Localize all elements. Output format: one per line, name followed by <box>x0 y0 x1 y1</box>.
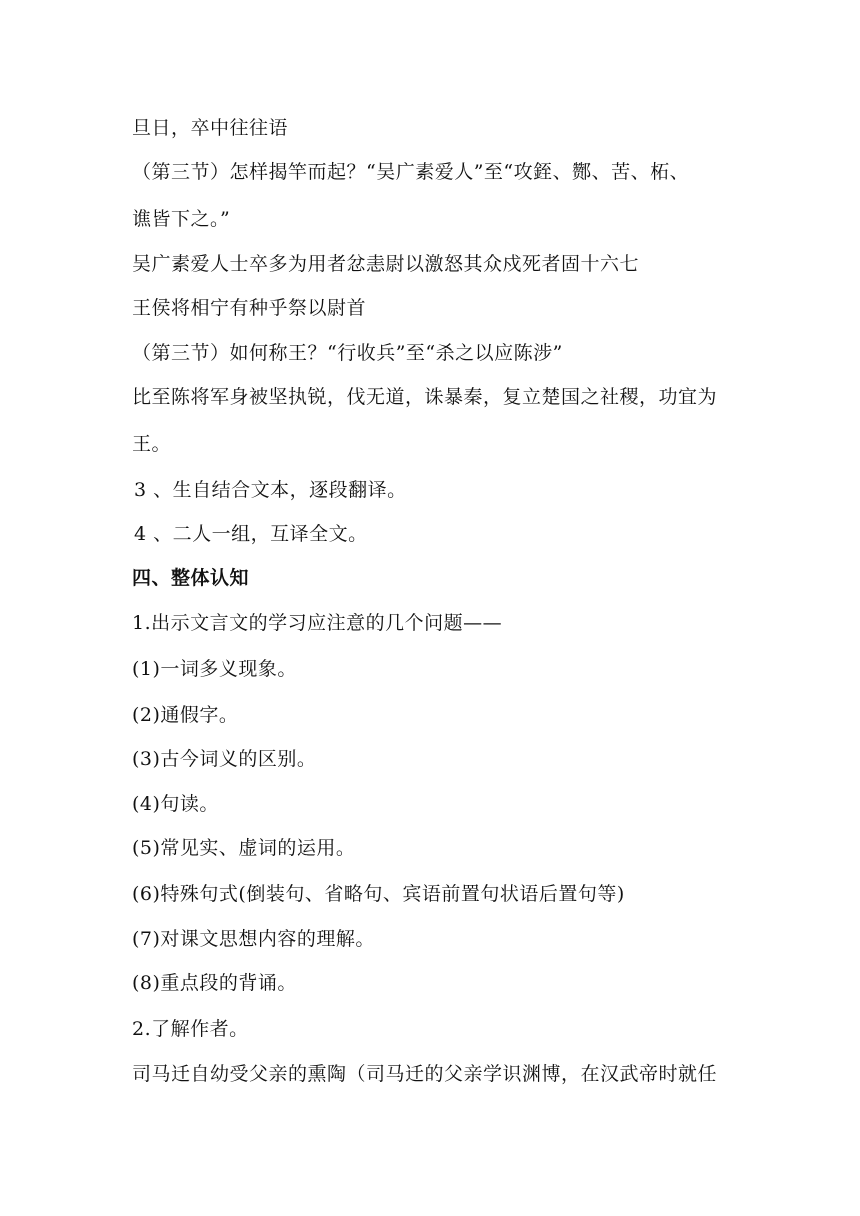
text-line-12: 1.出示文言文的学习应注意的几个问题—— <box>132 612 503 634</box>
text-line-13: (1)一词多义现象。 <box>132 658 297 680</box>
text-line-19: (7)对课文思想内容的理解。 <box>132 928 375 950</box>
text-line-22: 司马迁自幼受父亲的熏陶（司马迁的父亲学识渊博，在汉武帝时就任 <box>132 1063 718 1085</box>
section-heading: 四、整体认知 <box>132 567 250 589</box>
text-line-3: 谯皆下之。” <box>132 208 231 230</box>
text-line-21: 2.了解作者。 <box>132 1018 249 1040</box>
text-line-1: 旦日，卒中往往语 <box>132 117 289 139</box>
text-line-10: 4 、二人一组，互译全文。 <box>134 523 368 545</box>
text-line-2: （第三节）怎样揭竿而起？“吴广素爱人”至“攻銍、酂、苦、柘、 <box>132 161 690 183</box>
text-line-20: (8)重点段的背诵。 <box>132 972 297 994</box>
text-line-15: (3)古今词义的区别。 <box>132 748 317 770</box>
text-line-6: （第三节）如何称王？“行收兵”至“杀之以应陈涉” <box>132 342 563 364</box>
text-line-4: 吴广素爱人士卒多为用者忿恚尉以激怒其众戍死者固十六七 <box>132 253 640 275</box>
text-line-14: (2)通假字。 <box>132 704 239 726</box>
text-line-18: (6)特殊句式(倒装句、省略句、宾语前置句状语后置句等) <box>132 883 625 905</box>
text-line-9: 3 、生自结合文本，逐段翻译。 <box>134 479 407 501</box>
text-line-5: 王侯将相宁有种乎祭以尉首 <box>132 297 367 319</box>
text-line-8: 王。 <box>132 433 172 455</box>
text-line-17: (5)常见实、虚词的运用。 <box>132 837 356 859</box>
text-line-7: 比至陈将军身被坚执锐，伐无道，诛暴秦，复立楚国之社稷，功宜为 <box>132 386 718 408</box>
text-line-16: (4)句读。 <box>132 793 219 815</box>
